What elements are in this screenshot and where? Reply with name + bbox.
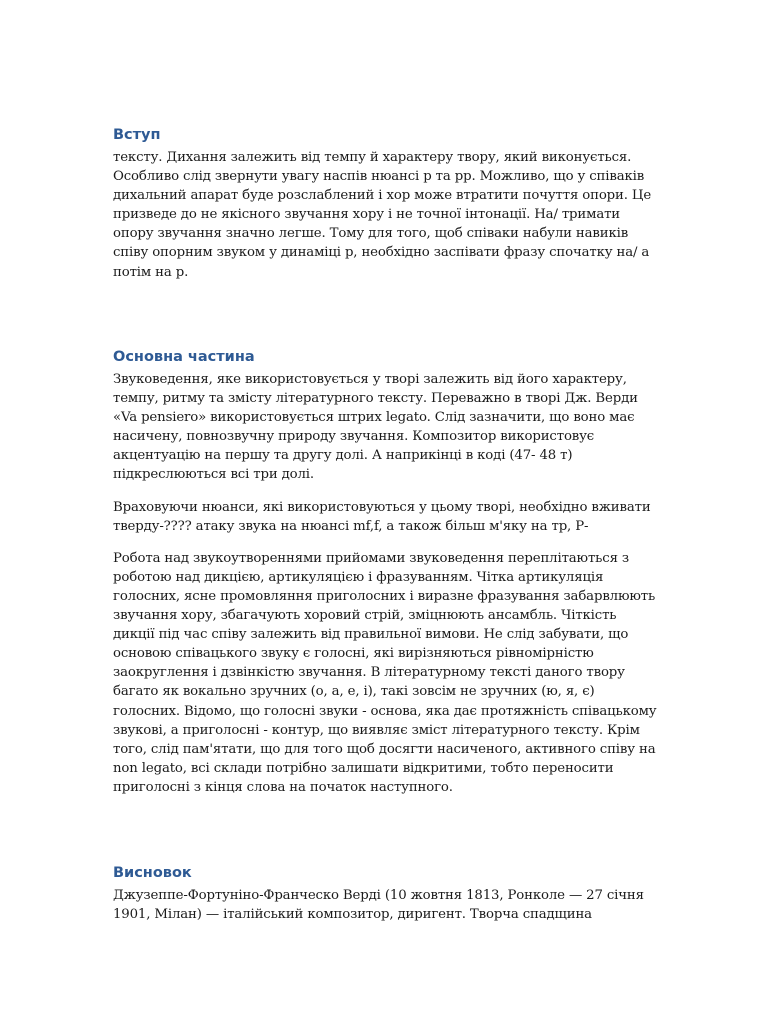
intro-section	[113, 126, 661, 282]
conclusion-heading: Висновок	[113, 865, 192, 881]
main-paragraph-3: Робота над звукоутвореннями прийомами звуковедення переплітаються з роботою над дикцією, артикуляцією і фразуванням. Чітка артикуляція голосних, ясне промовляння приголосних і виразне фразування забарвлюють звучання хору, збагачують хоровий стрій, зміцнюють ансамбль. Чіткість дикції під час співу залежить від правильної вимови. Не слід забувати, що основою співацького звуку є голосні, які вирізняються рівномірністю заокруглення і дзвінкістю звучання. В літературному тексті даного твору багато як вокально зручних (о, а, е, і), такі зовсім не зручних (ю, я, є) голосних. Відомо, що голосні звуки - основа, яка дає протяжність співацькому звукові, а приголосні - контур, що виявляє зміст літературного тексту. Крім того, слід пам'ятати, що для того щоб досягти насиченого, активного співу на non legato, всі склади потрібно залишати відкритими, тобто переносити приголосні з кінця слова на початок наступного.	[113, 550, 657, 795]
intro-heading: Вступ	[113, 127, 161, 143]
main-paragraph-1: Звуковедення, яке використовується у творі залежить від його характеру, темпу, ритму та змісту літературного тексту. Переважно в творі Дж. Верди «Va pensiero» використовується штрих legato. Слід зазначити, що воно має насичену, повнозвучну природу звучання. Композитор використовує акцентуацію на першу та другу долі. А наприкінці в коді (47- 48 т) підкреслюються всі три долі.	[113, 372, 638, 483]
conclusion-paragraph: Джузеппе-Фортуніно-Франческо Верді (10 жовтня 1813, Ронколе — 27 січня 1901, Мілан) — італійський композитор, диригент. Творча спадщина	[113, 888, 644, 923]
main-section	[113, 348, 661, 797]
main-heading: Основна частина	[113, 349, 255, 365]
intro-paragraph: тексту. Дихання залежить від темпу й характеру твору, який виконується. Особливо слід звернути увагу наспів нюансі р та рр. Можливо, що у співаків дихальний апарат буде розслаблений і хор може втратити почуття опори. Це призведе до не якісного звучання хору і не точної інтонації. На/ тримати опору звучання значно легше. Тому для того, щоб співаки набули навиків співу опорним звуком у динаміці р, необхідно заспівати фразу спочатку на/ а потім на р.	[113, 150, 652, 280]
main-paragraph-2: Враховуючи нюанси, які використовуються у цьому творі, необхідно вживати тверду-???? атаку звука на нюансі mf,f, а також більш м'яку на тр, Р-	[113, 499, 651, 534]
conclusion-section	[113, 864, 661, 924]
